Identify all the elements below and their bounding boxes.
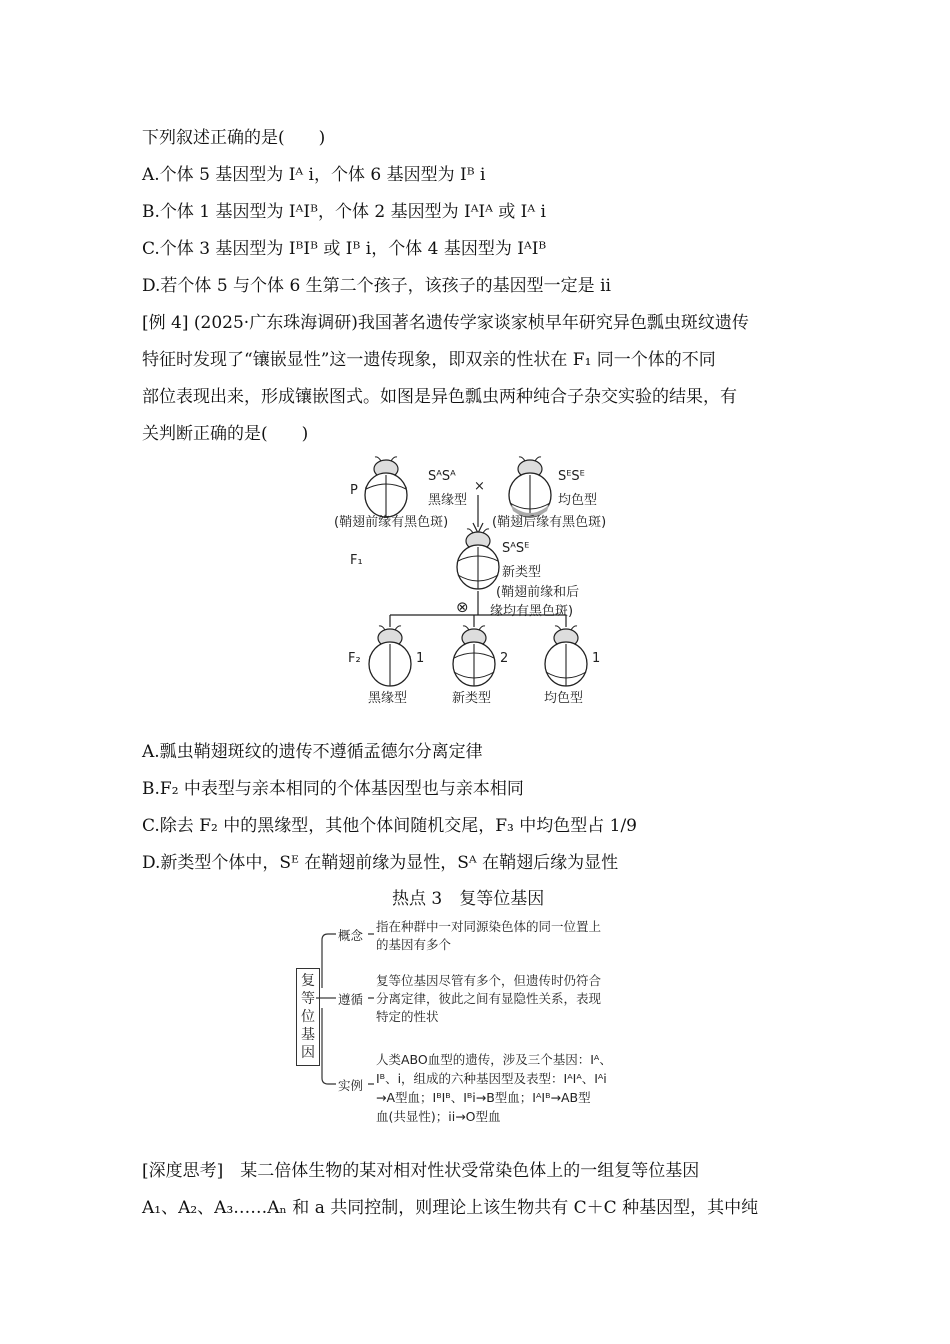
branch-label: 实例: [338, 1078, 364, 1093]
beetle-icon: [365, 457, 407, 517]
beetle-icon: [369, 626, 411, 686]
example4-line: 特征时发现了“镶嵌显性”这一遗传现象，即双亲的性状在 F₁ 同一个体的不同: [142, 350, 716, 370]
beetle-icon: [457, 529, 499, 589]
f1-desc: 缘均有黑色斑): [490, 604, 574, 619]
right-parent-genotype: SᴱSᴱ: [558, 469, 585, 484]
right-parent-desc: (鞘翅后缘有黑色斑): [492, 515, 607, 530]
p-label: P: [350, 483, 358, 498]
f2-label: F₂: [348, 651, 361, 666]
beetle-icon: [509, 457, 551, 517]
deep-thinking-line: A₁、A₂、A₃……Aₙ 和 a 共同控制，则理论上该生物共有 C＋C 种基因型，其中纯: [142, 1198, 759, 1218]
ladybug-cross-figure: [330, 455, 630, 710]
branch-text: 人类ABO血型的遗传，涉及三个基因：Iᴬ、 Iᴮ、i，组成的六种基因型及表型：IᴬIᴬ、Iᴬi →A型血；IᴮIᴮ、Iᴮi→B型血；IᴬIᴮ→AB型 血(共显性)；ii→O型血: [376, 1052, 612, 1124]
question-stem: 下列叙述正确的是( ): [142, 128, 326, 148]
option-d: D.若个体 5 与个体 6 生第二个孩子，该孩子的基因型一定是 ii: [142, 276, 611, 296]
f2-ratio: 1: [592, 651, 601, 666]
beetle-icon: [453, 626, 495, 686]
branch-label: 概念: [338, 928, 364, 943]
option-a: A.个体 5 基因型为 Iᴬ i，个体 6 基因型为 Iᴮ i: [142, 165, 486, 185]
concept-center: 复等位基因: [301, 973, 315, 1061]
left-parent-desc: (鞘翅前缘有黑色斑): [334, 515, 449, 530]
example4-line: [例 4] (2025·广东珠海调研)我国著名遗传学家谈家桢早年研究异色瓢虫斑纹遗传: [142, 313, 749, 333]
example4-line: 关判断正确的是( ): [142, 424, 309, 444]
f1-label: F₁: [350, 553, 363, 568]
option-c: C.除去 F₂ 中的黑缘型，其他个体间随机交尾，F₃ 中均色型占 1/9: [142, 816, 637, 836]
deep-thinking-line: [深度思考] 某二倍体生物的某对相对性状受常染色体上的一组复等位基因: [142, 1161, 700, 1181]
f2-ratio: 2: [500, 651, 509, 666]
example4-line: 部位表现出来，形成镶嵌图式。如图是异色瓢虫两种纯合子杂交实验的结果，有: [142, 387, 737, 407]
left-parent-type: 黑缘型: [428, 493, 468, 508]
f2-type: 黑缘型: [368, 691, 408, 706]
f2-ratio: 1: [416, 651, 425, 666]
branch-text: 复等位基因尽管有多个，但遗传时仍符合 分离定律，彼此之间有显隐性关系，表现 特定的性状: [376, 973, 602, 1024]
self-cross-symbol: ⊗: [456, 598, 469, 616]
option-b: B.个体 1 基因型为 IᴬIᴮ，个体 2 基因型为 IᴬIᴬ 或 Iᴬ i: [142, 202, 546, 222]
beetle-icon: [545, 626, 587, 686]
f2-type: 新类型: [452, 691, 492, 706]
section-title: 热点 3 复等位基因: [392, 889, 545, 909]
cross-symbol: ×: [474, 479, 485, 494]
right-parent-type: 均色型: [558, 493, 598, 508]
f1-type: 新类型: [502, 565, 542, 580]
branch-label: 遵循: [338, 992, 364, 1007]
f1-desc: (鞘翅前缘和后: [496, 585, 580, 600]
f1-genotype: SᴬSᴱ: [502, 541, 530, 556]
branch-text: 指在种群中一对同源染色体的同一位置上 的基因有多个: [376, 919, 602, 952]
left-parent-genotype: SᴬSᴬ: [428, 469, 456, 484]
option-d: D.新类型个体中，Sᴱ 在鞘翅前缘为显性，Sᴬ 在鞘翅后缘为显性: [142, 853, 619, 873]
option-a: A.瓢虫鞘翅斑纹的遗传不遵循孟德尔分离定律: [142, 742, 483, 762]
f2-type: 均色型: [544, 691, 584, 706]
option-b: B.F₂ 中表型与亲本相同的个体基因型也与亲本相同: [142, 779, 524, 799]
concept-map: [294, 918, 664, 1133]
option-c: C.个体 3 基因型为 IᴮIᴮ 或 Iᴮ i，个体 4 基因型为 IᴬIᴮ: [142, 239, 547, 259]
